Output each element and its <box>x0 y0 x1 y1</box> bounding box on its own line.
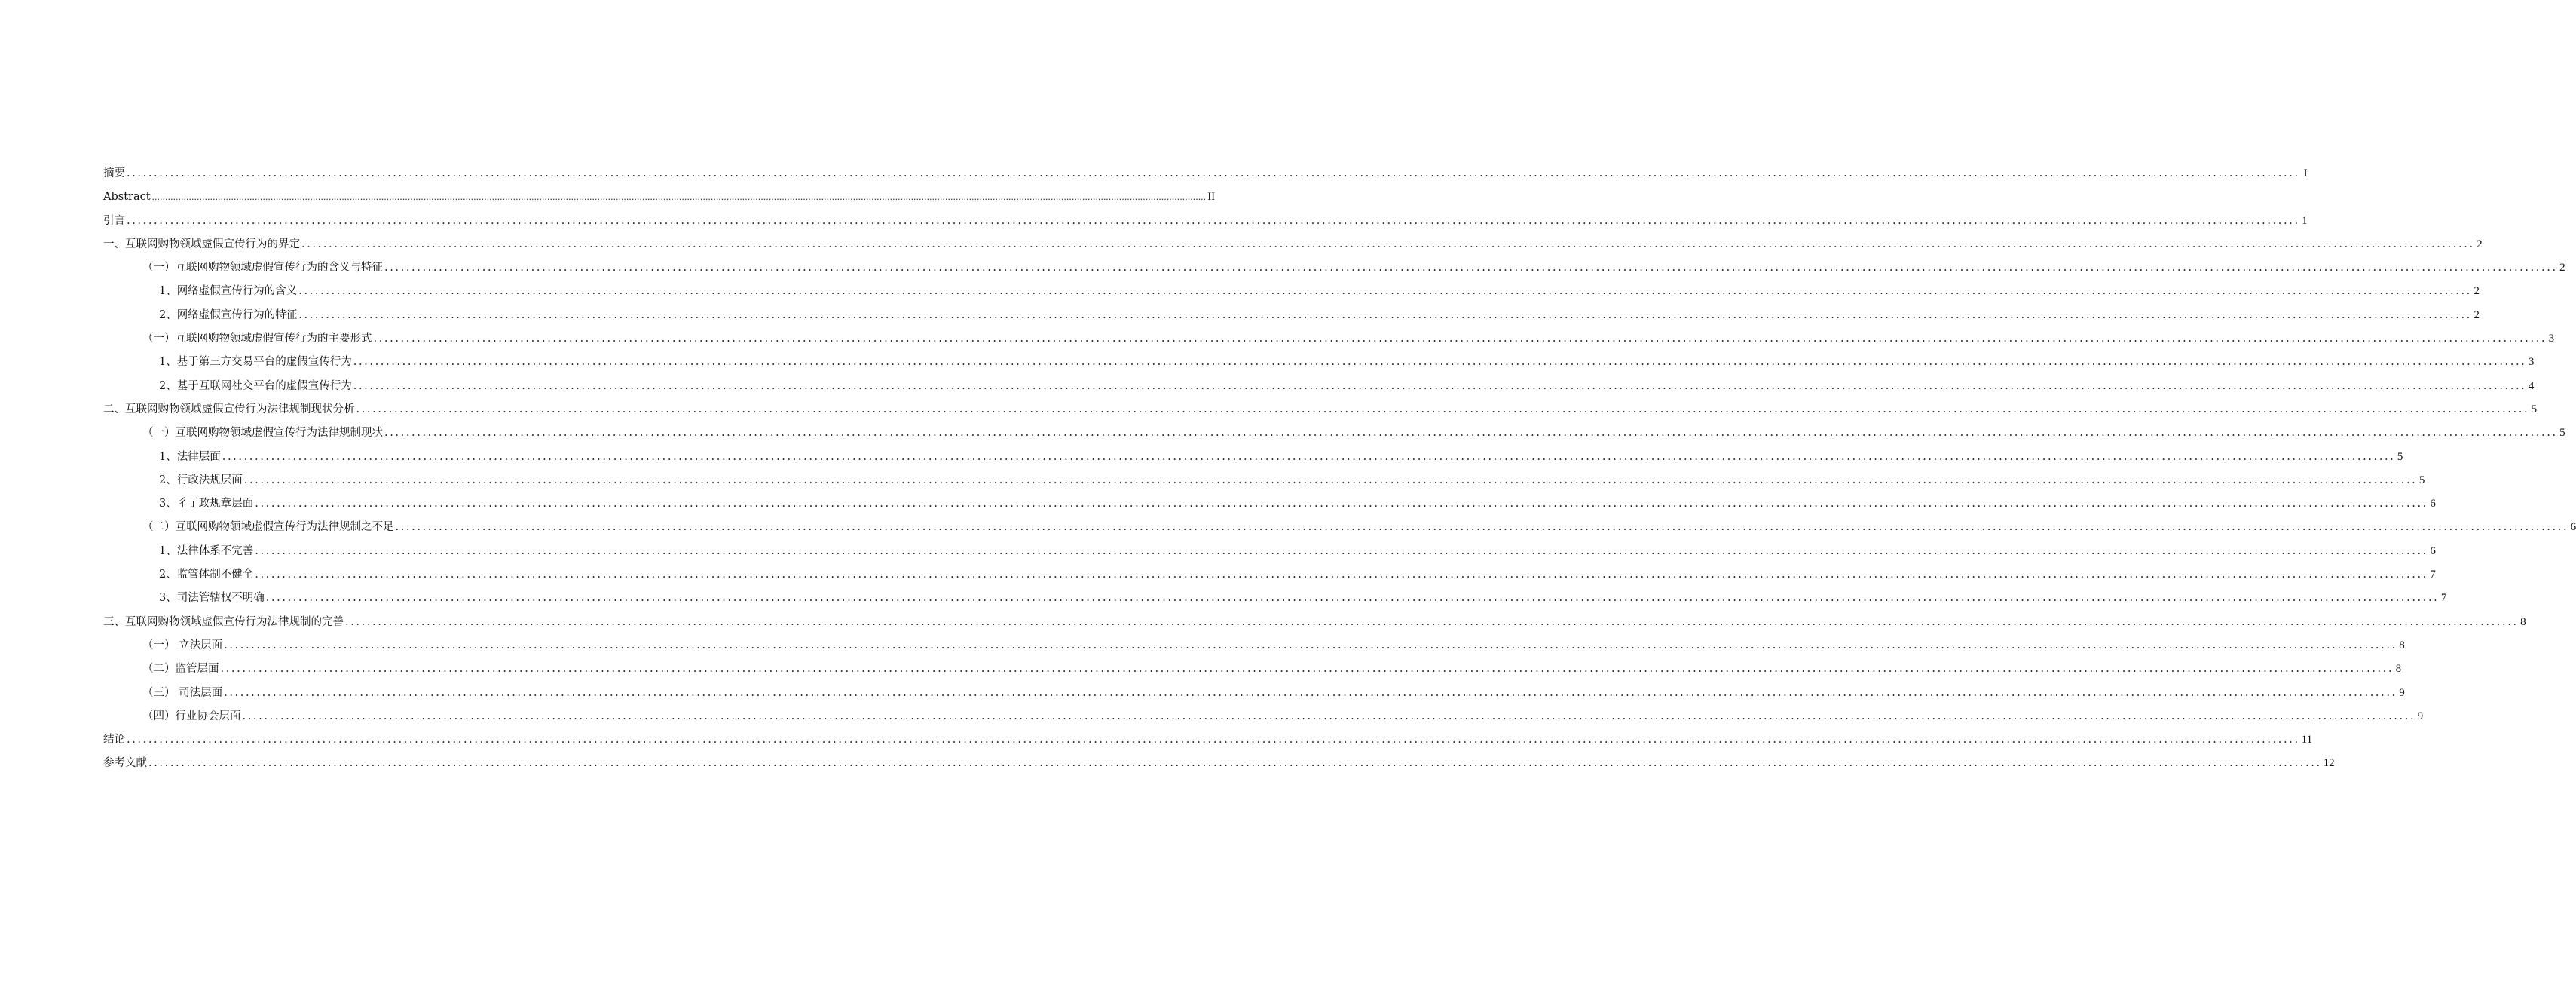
toc-entry-title: 1、网络虚假宣传行为的含义 <box>159 285 298 298</box>
toc-entry <box>103 611 2526 634</box>
toc-entry <box>103 540 2436 563</box>
toc-entry <box>103 516 2576 539</box>
toc-entry-page-number: 4 <box>2528 379 2535 392</box>
dot-leader: ................................................................................................................................................................................................................................................................................................................................................................................................................ <box>373 333 2547 345</box>
toc-entry-page-number: 5 <box>2418 474 2425 486</box>
dot-leader: ................................................................................................................................................................................................................................................................................................................................................................................................................ <box>301 238 2475 250</box>
dot-leader: ................................................................................................................................................................................................................................................................................................................................................................................................................ <box>298 285 2472 298</box>
dot-leader: ................................................................................................................................................................................................................................................................................................................................................................................................................ <box>222 450 2396 463</box>
toc-entry-page-number: 5 <box>2559 427 2565 440</box>
toc-entry-title: 1、基于第三方交易平台的虚假宣传行为 <box>159 356 352 369</box>
toc-entry <box>103 492 2436 516</box>
toc-entry <box>103 682 2405 705</box>
toc-entry-page-number: 8 <box>2395 663 2402 676</box>
toc-entry <box>103 233 2483 256</box>
toc-entry <box>103 304 2480 327</box>
toc-entry-title: 二、互联网购物领域虚假宣传行为法律规制现状分析 <box>103 403 355 415</box>
dot-leader: ................................................................................................................................................................................................................................................................................................................................................................................................................ <box>220 663 2394 676</box>
toc-entry-title: 2、网络虚假宣传行为的特征 <box>159 308 298 321</box>
dot-leader: ................................................................................................................................................................................................................................................................................................................................................................................................................ <box>345 615 2519 628</box>
toc-entry-title: （一） 立法层面 <box>142 639 223 651</box>
dot-leader: ................................................................................................................................................................................................................................................................................................................................................................................................................ <box>151 192 1207 203</box>
toc-entry <box>103 728 2313 752</box>
toc-entry <box>103 398 2538 422</box>
toc-entry-title: 1、法律体系不完善 <box>159 544 254 557</box>
toc-entry-page-number: 2 <box>2474 308 2480 321</box>
dot-leader: ................................................................................................................................................................................................................................................................................................................................................................................................................ <box>255 544 2428 557</box>
toc-entry-title: （二）监管层面 <box>142 663 219 676</box>
dot-leader: ................................................................................................................................................................................................................................................................................................................................................................................................................ <box>255 498 2428 510</box>
toc-entry-page-number: 9 <box>2417 710 2424 722</box>
toc-entry-page-number: I <box>2303 167 2308 179</box>
toc-entry-page-number: 11 <box>2301 734 2313 746</box>
toc-entry <box>103 185 1216 209</box>
toc-entry <box>103 280 2480 303</box>
toc-entry-title: 结论 <box>103 734 125 746</box>
toc-entry-page-number: II <box>1207 191 1216 204</box>
dot-leader: ................................................................................................................................................................................................................................................................................................................................................................................................................ <box>353 379 2527 392</box>
toc-entry-page-number: 8 <box>2399 639 2405 651</box>
toc-entry <box>103 327 2555 351</box>
toc-entry-title: 三、互联网购物领域虚假宣传行为法律规制的完善 <box>103 615 344 628</box>
toc-entry-title: 摘要 <box>103 167 125 179</box>
toc-entry-title: 2、基于互联网社交平台的虚假宣传行为 <box>159 379 352 392</box>
dot-leader: ................................................................................................................................................................................................................................................................................................................................................................................................................ <box>148 757 2322 770</box>
toc-entry-title: 一、互联网购物领域虚假宣传行为的界定 <box>103 238 300 250</box>
dot-leader: ................................................................................................................................................................................................................................................................................................................................................................................................................ <box>224 686 2397 699</box>
toc-entry-title: Abstract <box>103 191 151 204</box>
toc-entry-title: 3、司法管辖权不明确 <box>159 592 265 605</box>
dot-leader: ................................................................................................................................................................................................................................................................................................................................................................................................................ <box>298 308 2472 321</box>
toc-entry-title: （一）互联网购物领域虚假宣传行为法律规制现状 <box>142 427 383 440</box>
toc-entry-page-number: 5 <box>2397 450 2403 463</box>
toc-entry-page-number: 1 <box>2302 214 2308 227</box>
toc-entry-title: 参考文献 <box>103 757 147 770</box>
dot-leader: ................................................................................................................................................................................................................................................................................................................................................................................................................ <box>265 592 2440 605</box>
toc-entry <box>103 351 2535 374</box>
toc-entry-page-number: 7 <box>2440 592 2447 605</box>
toc-entry <box>103 752 2335 775</box>
dot-leader: ................................................................................................................................................................................................................................................................................................................................................................................................................ <box>356 403 2530 415</box>
toc-entry-page-number: 6 <box>2430 544 2436 557</box>
toc-entry <box>103 375 2535 398</box>
toc-entry <box>103 658 2402 681</box>
dot-leader: ................................................................................................................................................................................................................................................................................................................................................................................................................ <box>127 167 2300 179</box>
dot-leader: ................................................................................................................................................................................................................................................................................................................................................................................................................ <box>384 262 2558 274</box>
toc-entry <box>103 256 2565 280</box>
toc-entry-title: （三） 司法层面 <box>142 686 223 699</box>
toc-entry-page-number: 7 <box>2430 569 2436 581</box>
toc-entry-page-number: 5 <box>2531 403 2538 415</box>
dot-leader: ................................................................................................................................................................................................................................................................................................................................................................................................................ <box>353 356 2527 369</box>
dot-leader: ................................................................................................................................................................................................................................................................................................................................................................................................................ <box>243 474 2418 486</box>
toc-entry-title: 3、彳亍政规章层面 <box>159 498 254 510</box>
toc-entry <box>103 422 2565 445</box>
toc-entry-title: （一）互联网购物领域虚假宣传行为的含义与特征 <box>142 262 383 274</box>
toc-entry <box>103 587 2447 610</box>
toc-entry-page-number: 2 <box>2474 285 2480 298</box>
toc-entry-page-number: 3 <box>2548 333 2555 345</box>
toc-entry <box>103 446 2403 469</box>
toc-entry-title: 引言 <box>103 214 125 227</box>
toc-entry-title: （四）行业协会层面 <box>142 710 241 722</box>
toc-entry <box>103 469 2425 492</box>
toc-entry-page-number: 9 <box>2399 686 2405 699</box>
dot-leader: ................................................................................................................................................................................................................................................................................................................................................................................................................ <box>255 569 2428 581</box>
dot-leader: ................................................................................................................................................................................................................................................................................................................................................................................................................ <box>127 734 2300 746</box>
dot-leader: ................................................................................................................................................................................................................................................................................................................................................................................................................ <box>384 427 2558 440</box>
toc-entry-title: 1、法律层面 <box>159 450 221 463</box>
toc-entry <box>103 563 2436 587</box>
toc-entry-page-number: 2 <box>2559 262 2565 274</box>
dot-leader: ................................................................................................................................................................................................................................................................................................................................................................................................................ <box>242 710 2416 722</box>
toc-entry-page-number: 3 <box>2528 356 2535 369</box>
toc-entry-title: 2、行政法规层面 <box>159 474 243 486</box>
toc-entry-page-number: 2 <box>2477 238 2483 250</box>
toc-entry-title: （一）互联网购物领域虚假宣传行为的主要形式 <box>142 333 372 345</box>
toc-entry-page-number: 6 <box>2570 521 2576 534</box>
dot-leader: ................................................................................................................................................................................................................................................................................................................................................................................................................ <box>395 521 2569 534</box>
toc-entry-page-number: 6 <box>2430 498 2436 510</box>
toc-entry-page-number: 12 <box>2323 757 2335 770</box>
toc-entry-page-number: 8 <box>2520 615 2526 628</box>
toc-entry <box>103 210 2308 233</box>
dot-leader: ................................................................................................................................................................................................................................................................................................................................................................................................................ <box>127 214 2300 227</box>
toc-entry-title: 2、监管体制不健全 <box>159 569 254 581</box>
toc-entry <box>103 162 2308 185</box>
table-of-contents <box>103 162 2576 776</box>
toc-entry <box>103 634 2405 658</box>
dot-leader: ................................................................................................................................................................................................................................................................................................................................................................................................................ <box>224 639 2397 651</box>
toc-entry-title: （二）互联网购物领域虚假宣传行为法律规制之不足 <box>142 521 394 534</box>
toc-entry <box>103 705 2424 728</box>
